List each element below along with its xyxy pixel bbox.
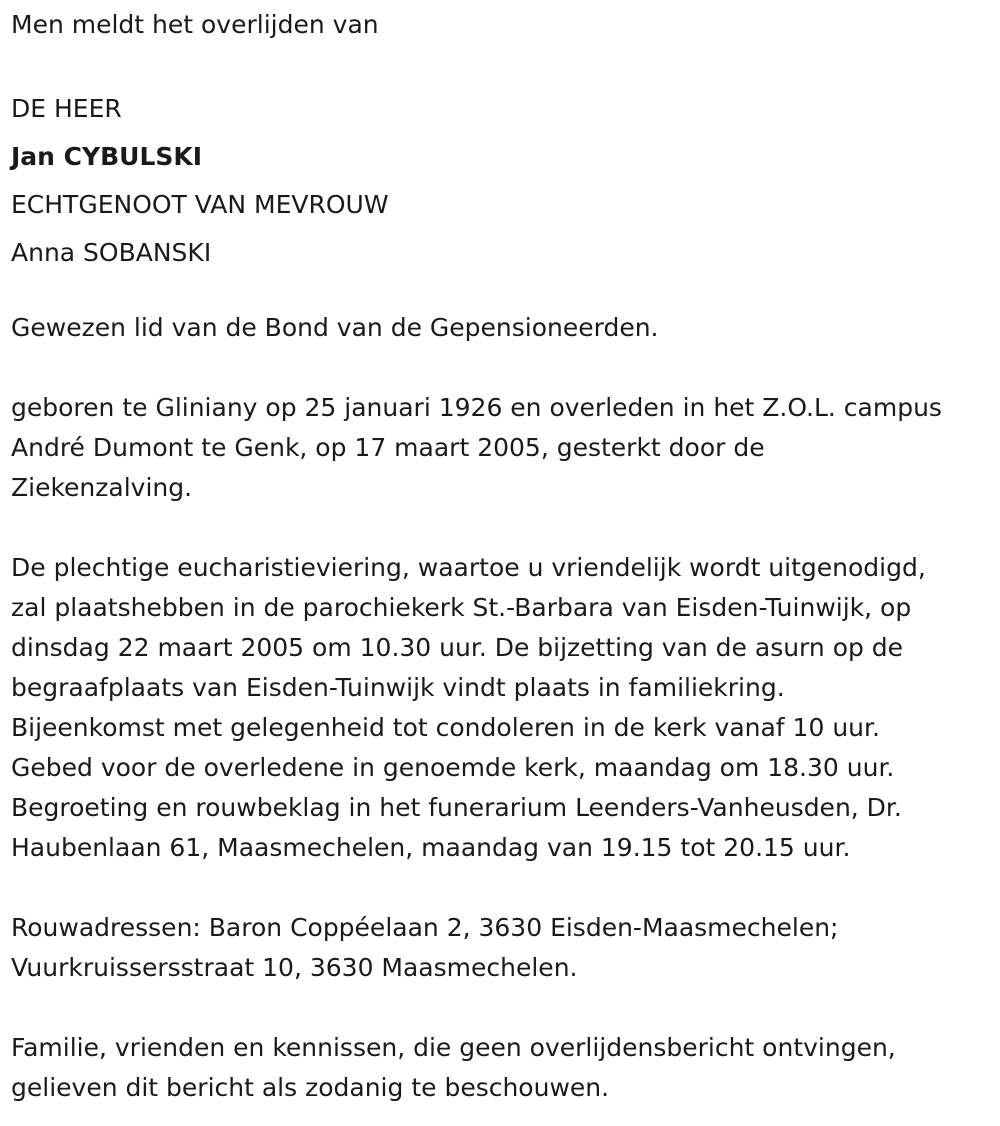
addresses-paragraph — [11, 908, 989, 988]
membership-text: Gewezen lid van de Bond van de Gepensioneerden. — [11, 313, 659, 342]
title-line: DE HEER — [11, 94, 122, 123]
paragraph-line: Bijeenkomst met gelegenheid tot condoleren in de kerk vanaf 10 uur. — [11, 713, 880, 742]
paragraph-line: Familie, vrienden en kennissen, die geen overlijdensbericht ontvingen, — [11, 1033, 896, 1062]
spacer — [11, 868, 989, 908]
spacer — [11, 277, 989, 308]
spacer — [11, 348, 989, 388]
paragraph-line: zal plaatshebben in de parochiekerk St.-Barbara van Eisden-Tuinwijk, op — [11, 593, 912, 622]
spouse-intro: ECHTGENOOT VAN MEVROUW — [11, 190, 389, 219]
paragraph-line: gelieven dit bericht als zodanig te beschouwen. — [11, 1073, 610, 1102]
birth-death-paragraph — [11, 388, 989, 508]
paragraph-line: begraafplaats van Eisden-Tuinwijk vindt plaats in familiekring. — [11, 673, 785, 702]
paragraph-line: Begroeting en rouwbeklag in het funerarium Leenders-Vanheusden, Dr. — [11, 793, 902, 822]
paragraph-line: Ziekenzalving. — [11, 473, 193, 502]
ceremony-paragraph — [11, 548, 989, 868]
spacer — [11, 508, 989, 548]
paragraph-line: André Dumont te Genk, op 17 maart 2005, gesterkt door de — [11, 433, 765, 462]
paragraph-line: Haubenlaan 61, Maasmechelen, maandag van 19.15 tot 20.15 uur. — [11, 833, 851, 862]
paragraph-line: De plechtige eucharistieviering, waartoe u vriendelijk wordt uitgenodigd, — [11, 553, 926, 582]
paragraph-line: Gebed voor de overledene in genoemde kerk, maandag om 18.30 uur. — [11, 753, 895, 782]
paragraph-line: Rouwadressen: Baron Coppéelaan 2, 3630 Eisden-Maasmechelen; — [11, 913, 839, 942]
paragraph-line: dinsdag 22 maart 2005 om 10.30 uur. De bijzetting van de asurn op de — [11, 633, 904, 662]
paragraph-line: Vuurkruissersstraat 10, 3630 Maasmechelen. — [11, 953, 578, 982]
spouse-name: Anna SOBANSKI — [11, 238, 212, 267]
paragraph-line: geboren te Gliniany op 25 januari 1926 en overleden in het Z.O.L. campus — [11, 393, 942, 422]
spacer — [11, 45, 989, 85]
deceased-name: Jan CYBULSKI — [11, 142, 203, 171]
intro-text: Men meldt het overlijden van — [11, 10, 379, 39]
spacer — [11, 988, 989, 1028]
closing-paragraph — [11, 1028, 989, 1108]
